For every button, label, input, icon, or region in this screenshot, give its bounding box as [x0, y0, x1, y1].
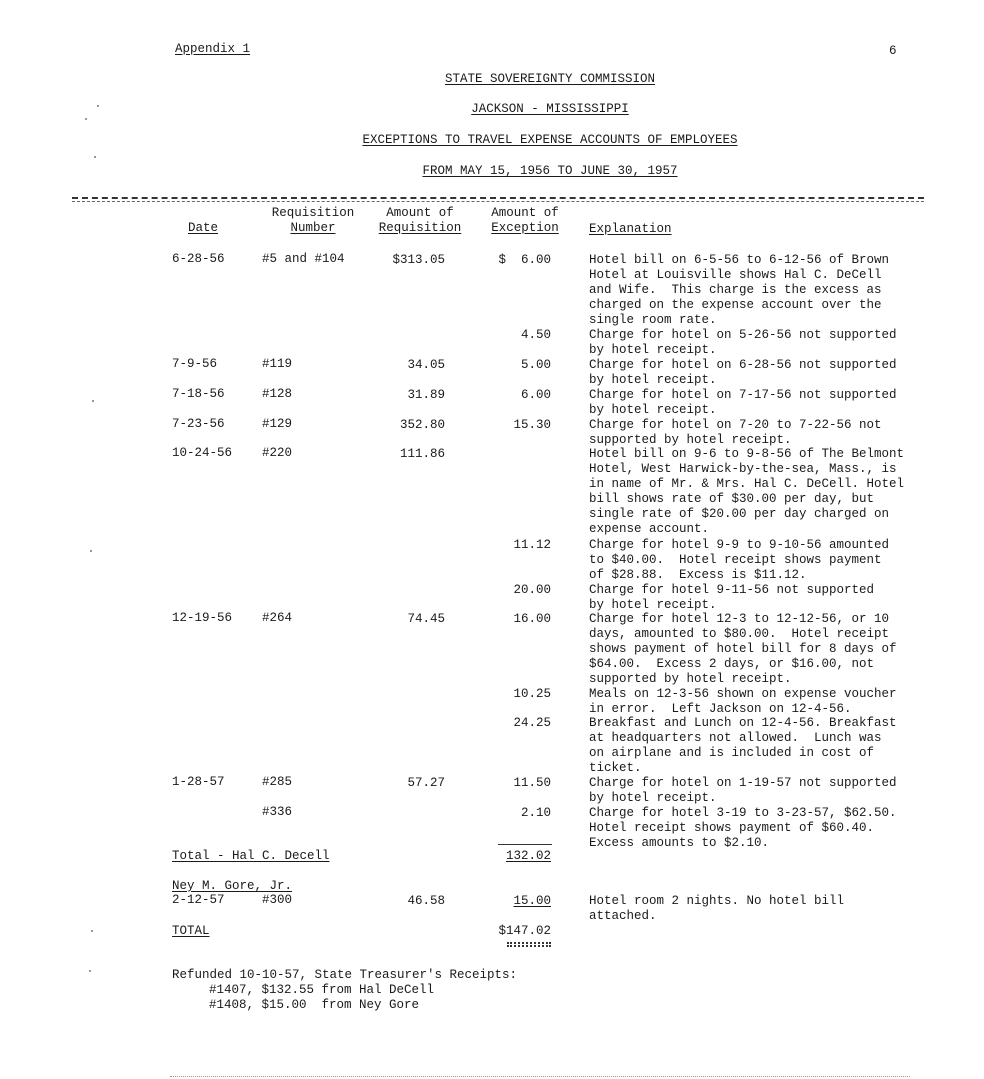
- row-requisition: #129: [262, 417, 293, 431]
- explanation-line: and Wife. This charge is the excess as: [589, 283, 882, 297]
- explanation-line: by hotel receipt.: [589, 343, 717, 357]
- explanation-line: Charge for hotel 12-3 to 12-12-56, or 10: [589, 612, 890, 626]
- row-amount-exception: 6.00: [520, 388, 551, 402]
- explanation-line: shows payment of hotel bill for 8 days of: [589, 642, 897, 656]
- row-date: 12-19-56: [172, 611, 233, 625]
- explanation-line: Meals on 12-3-56 shown on expense voucher: [589, 687, 897, 701]
- explanation-line: Charge for hotel 9-9 to 9-10-56 amounted: [589, 538, 890, 552]
- explanation-line: Hotel bill on 6-5-56 to 6-12-56 of Brown: [589, 253, 890, 267]
- explanation-line: Excess amounts to $2.10.: [589, 836, 770, 850]
- title-location: JACKSON - MISSISSIPPI: [471, 102, 629, 116]
- explanation-line: at headquarters not allowed. Lunch was: [589, 731, 882, 745]
- explanation-line: Charge for hotel on 1-19-57 not supported: [589, 776, 897, 790]
- col-amount-exc-top: Amount of: [491, 206, 559, 220]
- row-explanation: [589, 253, 889, 328]
- explanation-line: bill shows rate of $30.00 per day, but: [589, 492, 875, 506]
- row-amount-exception: 5.00: [520, 358, 551, 372]
- row-requisition: #5 and #104: [262, 252, 345, 266]
- explanation-line: supported by hotel receipt.: [589, 672, 792, 686]
- row-amount-exception: 11.50: [513, 776, 551, 790]
- col-amount-req-bottom: Requisition: [378, 221, 462, 235]
- explanation-line: Charge for hotel 3-19 to 3-23-57, $62.50.: [589, 806, 897, 820]
- row-amount-exception: $ 6.00: [498, 253, 551, 267]
- col-amount-exc-bottom: Exception: [491, 221, 559, 235]
- row-explanation: [589, 358, 897, 388]
- explanation-line: single room rate.: [589, 313, 717, 327]
- col-date: Date: [188, 221, 219, 235]
- row-explanation: [589, 583, 874, 613]
- scan-speck: [92, 400, 94, 402]
- total-amount: $147.02: [498, 924, 551, 938]
- row-explanation: [589, 806, 897, 851]
- row-amount-requisition: 34.05: [407, 358, 445, 372]
- row-requisition: #220: [262, 446, 293, 460]
- header-rule: [72, 197, 924, 199]
- row-amount-requisition: 111.86: [399, 447, 445, 461]
- refund-line: Refunded 10-10-57, State Treasurer's Receipts:: [172, 968, 518, 982]
- row-amount-requisition: 31.89: [407, 388, 445, 402]
- explanation-line: by hotel receipt.: [589, 373, 717, 387]
- page-number: 6: [889, 44, 897, 58]
- row-requisition: #264: [262, 611, 293, 625]
- col-requisition-bottom: Number: [290, 221, 336, 235]
- row-explanation: [589, 612, 897, 687]
- subtotal-amount: 132.02: [505, 849, 551, 863]
- row-explanation: [589, 776, 897, 806]
- scan-speck: [91, 930, 93, 932]
- row-explanation: [589, 328, 897, 358]
- explanation-line: by hotel receipt.: [589, 791, 717, 805]
- row-amount-exception: 20.00: [513, 583, 551, 597]
- explanation-line: Hotel at Louisville shows Hal C. DeCell: [589, 268, 882, 282]
- total-double-rule: [507, 945, 551, 947]
- explanation-line: days, amounted to $80.00. Hotel receipt: [589, 627, 890, 641]
- row-explanation: [589, 716, 897, 776]
- gore-name: Ney M. Gore, Jr.: [172, 879, 293, 893]
- explanation-line: $64.00. Excess 2 days, or $16.00, not: [589, 657, 875, 671]
- row-explanation: [589, 447, 904, 537]
- refund-note: [172, 968, 517, 1013]
- explanation-line: by hotel receipt.: [589, 598, 717, 612]
- explanation-line: of $28.88. Excess is $11.12.: [589, 568, 807, 582]
- col-amount-requisition: [370, 206, 470, 236]
- row-date: 1-28-57: [172, 775, 225, 789]
- row-date: 6-28-56: [172, 252, 225, 266]
- row-amount-exception: 16.00: [513, 612, 551, 626]
- row-explanation: [589, 388, 897, 418]
- row-amount-exception: 11.12: [513, 538, 551, 552]
- row-explanation: [589, 418, 882, 448]
- row-amount-exception: 15.30: [513, 418, 551, 432]
- col-requisition-number: [258, 206, 368, 236]
- explanation-line: single rate of $20.00 per day charged on: [589, 507, 890, 521]
- row-requisition: #119: [262, 357, 293, 371]
- row-date: 10-24-56: [172, 446, 233, 460]
- row-amount-exception: 24.25: [513, 716, 551, 730]
- scan-speck: [89, 970, 91, 972]
- scan-speck: [90, 550, 92, 552]
- row-amount-exception: 10.25: [513, 687, 551, 701]
- refund-line: #1407, $132.55 from Hal DeCell: [209, 983, 435, 997]
- explanation-line: Charge for hotel on 7-17-56 not supported: [589, 388, 897, 402]
- subtotal-rule: [498, 844, 552, 845]
- row-amount-exception: 2.10: [520, 806, 551, 820]
- explanation-line: Charge for hotel on 6-28-56 not supported: [589, 358, 897, 372]
- appendix-label: Appendix 1: [175, 42, 251, 56]
- header-rule-secondary: [72, 201, 924, 202]
- gore-explanation-line: Hotel room 2 nights. No hotel bill: [589, 894, 845, 908]
- explanation-line: ticket.: [589, 761, 642, 775]
- gore-date: 2-12-57: [172, 893, 225, 907]
- total-double-rule: [507, 942, 551, 944]
- row-requisition: #128: [262, 387, 293, 401]
- col-requisition-top: Requisition: [271, 206, 355, 220]
- explanation-line: in error. Left Jackson on 12-4-56.: [589, 702, 852, 716]
- title-subject: EXCEPTIONS TO TRAVEL EXPENSE ACCOUNTS OF EMPLOYEES: [362, 133, 738, 147]
- scan-speck: [97, 105, 99, 107]
- row-amount-requisition: 74.45: [407, 612, 445, 626]
- explanation-line: Charge for hotel on 7-20 to 7-22-56 not: [589, 418, 882, 432]
- gore-amount-exception: 15.00: [513, 894, 551, 908]
- row-amount-requisition: 57.27: [407, 776, 445, 790]
- explanation-line: charged on the expense account over the: [589, 298, 882, 312]
- explanation-line: by hotel receipt.: [589, 403, 717, 417]
- title-period: FROM MAY 15, 1956 TO JUNE 30, 1957: [422, 164, 678, 178]
- bottom-scan-edge: [170, 1076, 910, 1077]
- row-date: 7-18-56: [172, 387, 225, 401]
- gore-requisition: #300: [262, 893, 293, 907]
- explanation-line: expense account.: [589, 522, 710, 536]
- row-amount-requisition: $313.05: [392, 253, 445, 267]
- row-date: 7-23-56: [172, 417, 225, 431]
- explanation-line: Breakfast and Lunch on 12-4-56. Breakfast: [589, 716, 897, 730]
- explanation-line: Hotel receipt shows payment of $60.40.: [589, 821, 875, 835]
- explanation-line: on airplane and is included in cost of: [589, 746, 875, 760]
- explanation-line: Hotel, West Harwick-by-the-sea, Mass., is: [589, 462, 897, 476]
- subtotal-label: Total - Hal C. Decell: [172, 849, 330, 863]
- gore-explanation-line: attached.: [589, 909, 657, 923]
- gore-amount-requisition: 46.58: [407, 894, 445, 908]
- explanation-line: Charge for hotel on 5-26-56 not supported: [589, 328, 897, 342]
- row-requisition: #336: [262, 805, 293, 819]
- gore-explanation: [589, 894, 844, 924]
- col-explanation: Explanation: [589, 222, 672, 236]
- scan-speck: [94, 156, 96, 158]
- col-amount-exception: [480, 206, 570, 236]
- row-date: 7-9-56: [172, 357, 218, 371]
- row-explanation: [589, 687, 897, 717]
- row-requisition: #285: [262, 775, 293, 789]
- row-amount-exception: 4.50: [520, 328, 551, 342]
- scan-speck: [85, 118, 87, 120]
- explanation-line: Hotel bill on 9-6 to 9-8-56 of The Belmont: [589, 447, 905, 461]
- explanation-line: in name of Mr. & Mrs. Hal C. DeCell. Hotel: [589, 477, 905, 491]
- explanation-line: Charge for hotel 9-11-56 not supported: [589, 583, 875, 597]
- explanation-line: to $40.00. Hotel receipt shows payment: [589, 553, 882, 567]
- total-label: TOTAL: [172, 924, 210, 938]
- title-commission: STATE SOVEREIGNTY COMMISSION: [444, 72, 656, 86]
- col-amount-req-top: Amount of: [386, 206, 454, 220]
- row-explanation: [589, 538, 889, 583]
- refund-line: #1408, $15.00 from Ney Gore: [209, 998, 420, 1012]
- row-amount-requisition: 352.80: [399, 418, 445, 432]
- explanation-line: supported by hotel receipt.: [589, 433, 792, 447]
